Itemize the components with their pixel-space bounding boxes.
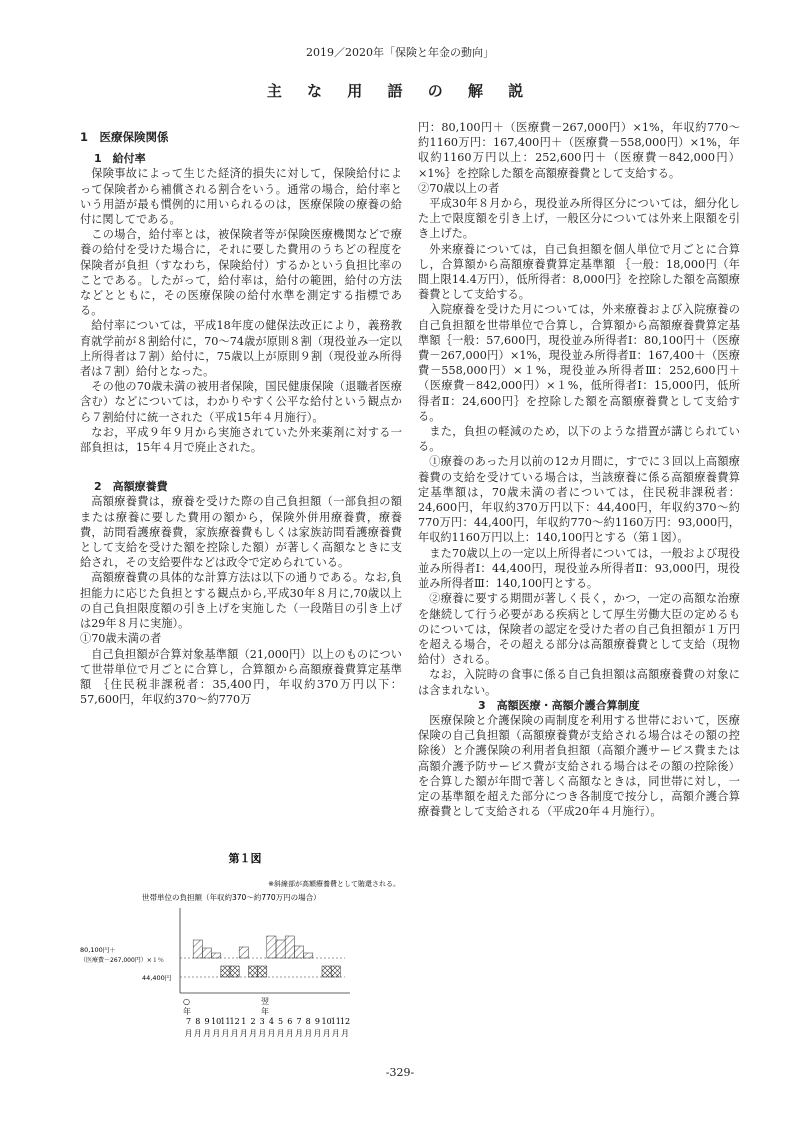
paragraph: 高額療養費の具体的な計算方法は以下の通りである。なお,負担能力に応じた負担とする観点から,平成30年８月に,70歳以上の自己負担限度額の引き上げを実施した（一段階目の引き上げは29年８月に実施）。 [80,571,402,631]
month-label: 8 [305,1017,311,1026]
right-column [418,120,740,819]
month-unit-label: 月 [304,1029,313,1038]
month-unit-label: 月 [341,1029,349,1038]
paragraph: また70歳以上の一定以上所得者については，一般および現役並み所得者Ⅰ：44,400円，現役並み所得者Ⅱ：93,000円，現役並み所得者Ⅲ：140,100円とする。 [418,546,740,591]
month-label: 12 [229,1017,240,1026]
page-title: 主 な 用 語 の 解 説 [266,82,534,100]
hatched-bar [202,948,211,958]
hatched-bar [285,936,294,958]
hatched-bar [304,953,313,958]
start-marker: ○ [183,997,190,1006]
level1-label-sub: （医療費－267,000円）×１％ [80,957,164,964]
month-label: 1 [241,1017,247,1026]
subheading-benefit-rate: 1 給付率 [94,152,146,166]
paragraph: ①療養のあった月以前の12カ月間に，すでに３回以上高額療養費の支給を受けている場合は，当該療養に係る高額療養費算定基準額は，70歳未満の者については，住民税非課税者：24,600円，年収約370万円以下：44,400円，年収約370～約770万円：44,400円，年収約770～約1160万円：93,000円，年収約1160万円以上：140,100円とする（第１図）。 [418,455,740,545]
month-unit-label: 月 [193,1029,202,1038]
month-label: 8 [195,1017,201,1026]
hatched-bar [276,940,285,958]
month-label: 11 [220,1017,231,1026]
subheading-combined-system: 3 高額医療・高額介護合算制度 [478,698,640,712]
month-unit-label: 月 [258,1029,267,1038]
subheading-high-cost-medical: 2 高額療養費 [94,480,168,494]
running-header: 2019／2020年「保険と年金の動向」 [306,46,494,59]
month-label: 12 [339,1017,351,1026]
month-label: 7 [296,1017,302,1026]
paragraph: 外来療養については，自己負担額を個人単位で月ごとに合算し，合算額から高額療養費算定基準額 ｛一般：18,000円（年間上限14.4万円），低所得者：8,000円｝を控除した額を高額療養費として支給する。 [418,242,740,302]
cross-hatched-bar [248,966,257,977]
paragraph: 円：80,100円＋（医療費－267,000円）×1%，年収約770～約1160万円：167,400円＋（医療費－558,000円）×1%，年収約1160万円以上：252,600円＋（医療費－842,000円）×1%｝を控除した額を高額療養費として支給する。 [418,121,740,180]
section-heading-medical-insurance: 1 医療保険関係 [80,130,169,144]
month-labels [185,1017,350,1038]
month-unit-label: 月 [295,1029,303,1038]
hatched-bar [267,936,276,958]
paragraph: その他の70歳未満の被用者保険，国民健康保険（退職者医療含む）などについては，わかりやすく公平な給付という観点から７割給付に統一された（平成15年４月施行）。 [80,380,402,424]
month-unit-label: 月 [230,1029,239,1038]
paragraph: ②療養に要する期間が著しく長く，かつ，一定の高額な治療を継続して行う必要がある疾病として厚生労働大臣の定めるものについては，保険者の認定を受けた者の自己負担額が１万円を超える場合，その超える部分は高額療養費として支給（現物給付）される。 [418,592,740,667]
month-label: 6 [287,1017,293,1026]
month-label: 10 [321,1017,332,1026]
cross-hatched-bar [258,966,267,977]
month-label: 11 [330,1017,341,1026]
hatched-bar [294,946,303,958]
month-unit-label: 月 [249,1029,257,1038]
figure-title: 第１図 [228,852,262,865]
month-unit-label: 月 [267,1029,276,1038]
next-year-label: 年 [261,1007,269,1016]
month-label: 4 [268,1017,274,1026]
month-label: 7 [186,1017,192,1026]
month-unit-label: 月 [212,1029,221,1038]
month-unit-label: 月 [322,1029,331,1038]
paragraph: この場合，給付率とは，被保険者等が保険医療機関などで療養の給付を受けた場合に，それに要した費用のうちどの程度を保険者が負担（すなわち，保険給付）するかという負担比率のことである。したがって，給付率は，給付の範囲，給付の方法などとともに，その医療保険の給付水準を測定する指標である。 [80,228,402,318]
cross-hatched-bar [331,966,340,977]
start-year-label: 年 [183,1007,191,1016]
paragraph: また，負担の軽減のため，以下のような措置が講じられている。 [418,425,740,454]
month-unit-label: 月 [221,1029,230,1038]
month-unit-label: 月 [184,1029,193,1038]
month-unit-label: 月 [313,1029,322,1038]
cross-hatched-bar [322,966,331,977]
month-unit-label: 月 [331,1029,340,1038]
cross-hatched-bar [230,966,239,977]
list-label: ②70歳以上の者 [418,181,500,195]
cross-hatched-bar [221,966,230,977]
figure-note: ※斜線部が高額療養費として賄還される。 [268,880,400,888]
month-unit-label: 月 [285,1029,294,1038]
paragraph: 入院療養を受けた月については，外来療養および入院療養の自己負担額を世帯単位で合算し，合算額から高額療養費算定基準額｛一般：57,600円，現役並み所得者Ⅰ：80,100円＋（医療費－267,000円）×1%，現役並み所得者Ⅱ：167,400＋（医療費－558,000円）×１%，現役並み所得者Ⅲ：252,600円＋（医療費－842,000円）×１%，低所得者Ⅰ：15,000円，低所得者Ⅱ：24,600円｝を控除した額を高額療養費として支給する。 [418,303,740,423]
figure-axis-title: 世帯単位の負担額（年収約370～約770万円の場合） [142,893,321,902]
level1-label: 80,100円＋ [80,946,116,954]
next-year-marker: 翌 [261,997,269,1006]
month-unit-label: 月 [276,1029,285,1038]
month-unit-label: 月 [239,1029,248,1038]
hatched-bar [212,953,221,958]
page-number: -329- [385,1066,415,1079]
hatched-bar [193,940,202,958]
month-label: 3 [259,1017,265,1026]
figure-bars [193,936,340,977]
month-label: 5 [278,1017,284,1026]
month-label: 2 [250,1017,256,1026]
paragraph: 高額療養費は，療養を受けた際の自己負担額（一部負担の額または療養に要した費用の額から，保険外併用療養費，療養費，訪問看護療養費，家族療養費もしくは家族訪問看護療養費として支給を受けた額を控除した額）が著しく高額なときに支給され，その支給要件などは政令で定められている。 [80,495,402,570]
list-label: ①70歳未満の者 [80,632,162,646]
month-label: 9 [204,1017,210,1026]
month-unit-label: 月 [203,1029,211,1038]
paragraph: なお，入院時の食事に係る自己負担額は高額療養費の対象には含まれない。 [418,668,740,697]
paragraph: なお，平成９年９月から実施されていた外来薬剤に対する一部負担は，15年４月で廃止された。 [80,425,402,455]
paragraph: 自己負担額が合算対象基準額（21,000円）以上のものについて世帯単位で月ごとに合算し，合算額から高額療養費算定基準額 ｛住民税非課税者：35,400円，年収約370万円以下：57,600円，年収約370～約770万 [80,647,402,707]
paragraph: 医療保険と介護保険の両制度を利用する世帯において，医療保険の自己負担額（高額療養費が支給される場合はその額の控除後）と介護保険の利用者負担額（高額介護サービス費または高額介護予防サービス費が支給される場合はその額の控除後）を合算した額が年間で著しく高額なときは，同世帯に対し，一定の基準額を超えた部分につき各制度で按分し，高額介護合算療養費として支給される（平成20年４月施行）。 [418,713,740,819]
paragraph: 平成30年８月から，現役並み所得区分については，細分化した上で限度額を引き上げ，一般区分については外来上限額を引き上げた。 [418,197,740,241]
month-label: 10 [211,1017,222,1026]
level2-label: 44,400円 [142,974,172,982]
figure-1 [80,848,410,1053]
paragraph: 給付率については，平成18年度の健保法改正により，義務教育就学前が８割給付に，70～74歳が原則８割（現役並み一定以上所得者は７割）給付に，75歳以上が原則９割（現役並み所得者は７割）給付となった。 [80,319,402,379]
left-column [80,130,402,707]
figure-1-diagram [80,848,410,1053]
month-label: 9 [314,1017,320,1026]
hatched-bar [239,947,248,958]
paragraph: 保険事故によって生じた経済的損失に対して，保険給付によって保険者から補償される割合をいう。通常の場合，給付率という用語が最も慣例的に用いられるのは，医療保険の療養の給付に関してである。 [80,167,402,227]
